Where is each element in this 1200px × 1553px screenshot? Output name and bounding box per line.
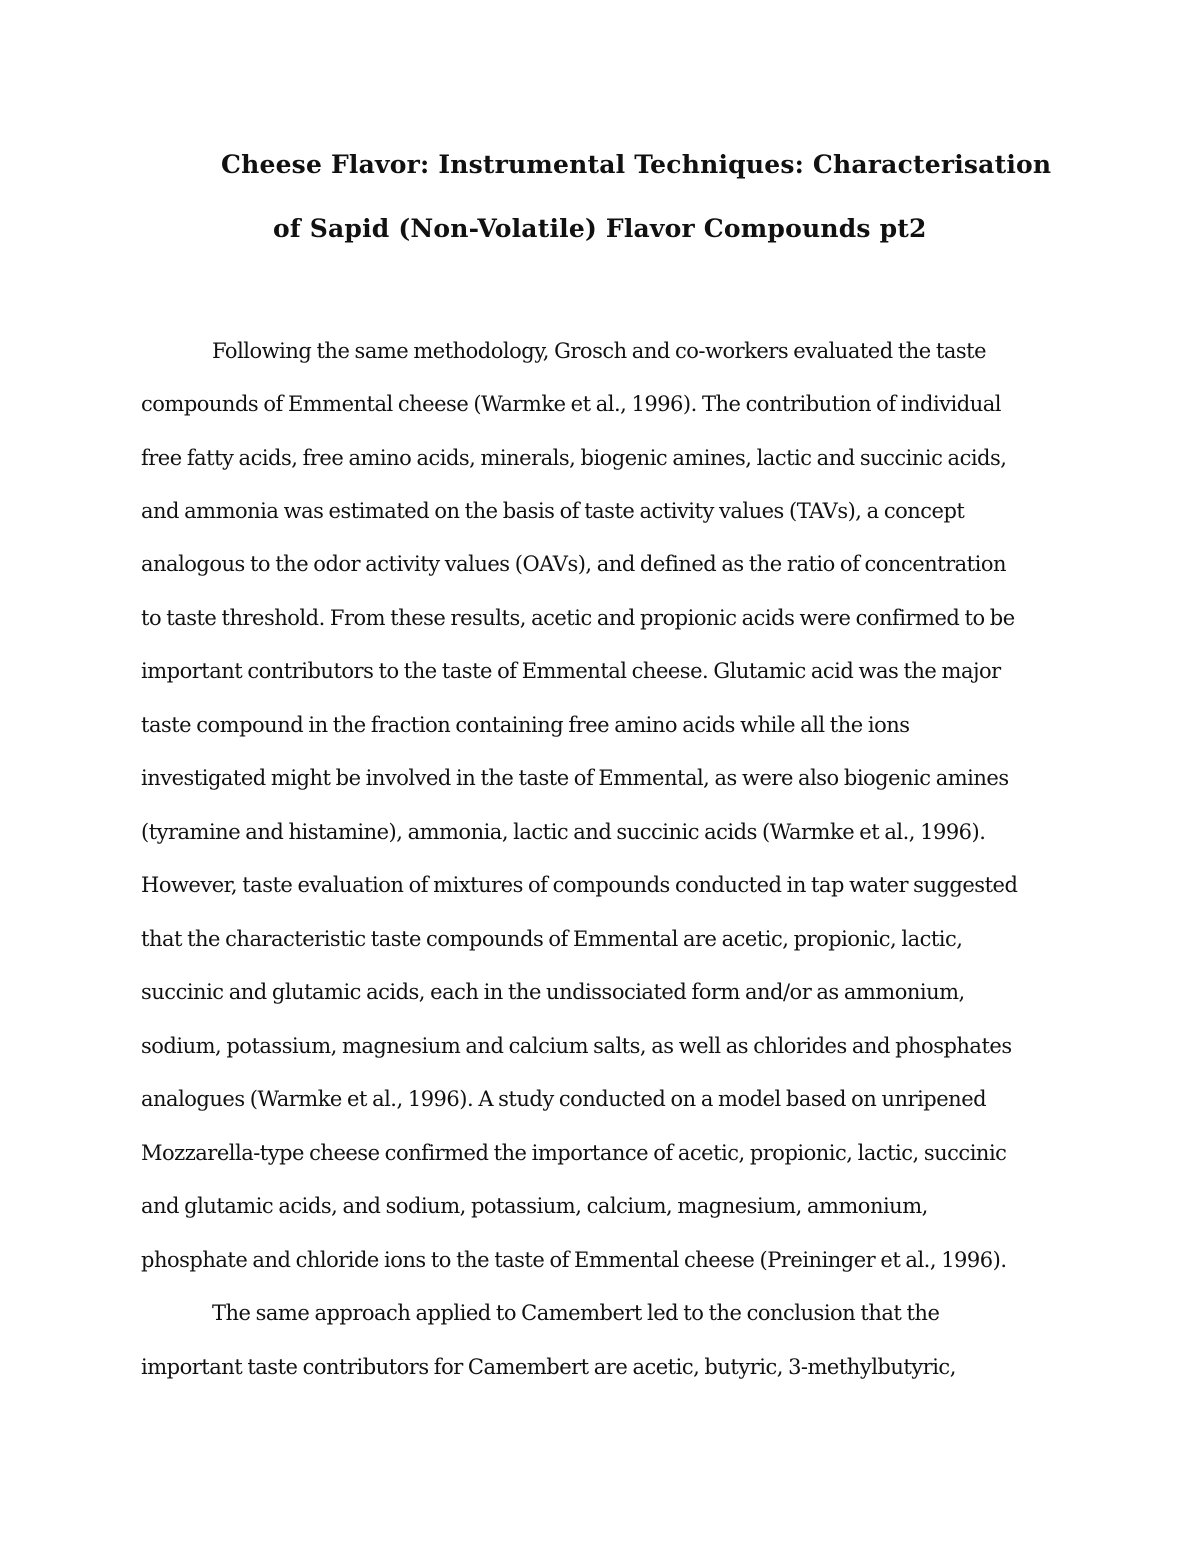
paragraph-1-line-8: taste compound in the fraction containing free amino acids while all the ions bbox=[141, 713, 910, 737]
paragraph-1-line-1: Following the same methodology, Grosch and co-workers evaluated the taste bbox=[212, 339, 987, 363]
title-line-1: Cheese Flavor: Instrumental Techniques: Characterisation bbox=[221, 150, 1052, 179]
paragraph-1-line-6: to taste threshold. From these results, acetic and propionic acids were confirmed to be bbox=[141, 606, 1015, 630]
paragraph-1-line-12: that the characteristic taste compounds of Emmental are acetic, propionic, lactic, bbox=[141, 927, 963, 951]
paragraph-1-line-2: compounds of Emmental cheese (Warmke et al., 1996). The contribution of individual bbox=[141, 392, 1001, 416]
paragraph-1-line-3: free fatty acids, free amino acids, minerals, biogenic amines, lactic and succinic acids, bbox=[141, 446, 1007, 470]
paragraph-1-line-9: investigated might be involved in the taste of Emmental, as were also biogenic amines bbox=[141, 766, 1009, 790]
paragraph-1-line-4: and ammonia was estimated on the basis of taste activity values (TAVs), a concept bbox=[141, 499, 965, 523]
paragraph-1-line-5: analogous to the odor activity values (OAVs), and defined as the ratio of concentration bbox=[141, 552, 1006, 576]
paragraph-1-line-17: and glutamic acids, and sodium, potassium, calcium, magnesium, ammonium, bbox=[141, 1194, 928, 1218]
paragraph-2-line-1: The same approach applied to Camembert led to the conclusion that the bbox=[212, 1301, 940, 1325]
paragraph-2-line-2: important taste contributors for Camembert are acetic, butyric, 3-methylbutyric, bbox=[141, 1355, 956, 1379]
paragraph-1-line-16: Mozzarella-type cheese confirmed the importance of acetic, propionic, lactic, succinic bbox=[141, 1141, 1007, 1165]
paragraph-1-line-13: succinic and glutamic acids, each in the undissociated form and/or as ammonium, bbox=[141, 980, 965, 1004]
paragraph-1-line-15: analogues (Warmke et al., 1996). A study conducted on a model based on unripened bbox=[141, 1087, 987, 1111]
paragraph-1-line-10: (tyramine and histamine), ammonia, lactic and succinic acids (Warmke et al., 1996). bbox=[141, 820, 986, 844]
paragraph-1-line-11: However, taste evaluation of mixtures of compounds conducted in tap water suggested bbox=[141, 873, 1018, 897]
paragraph-1-line-7: important contributors to the taste of Emmental cheese. Glutamic acid was the major bbox=[141, 659, 1001, 683]
paragraph-1-line-14: sodium, potassium, magnesium and calcium salts, as well as chlorides and phosphates bbox=[141, 1034, 1012, 1058]
paragraph-1-line-18: phosphate and chloride ions to the taste of Emmental cheese (Preininger et al., 1996). bbox=[141, 1248, 1007, 1272]
title-line-2: of Sapid (Non-Volatile) Flavor Compounds pt2 bbox=[273, 214, 927, 243]
